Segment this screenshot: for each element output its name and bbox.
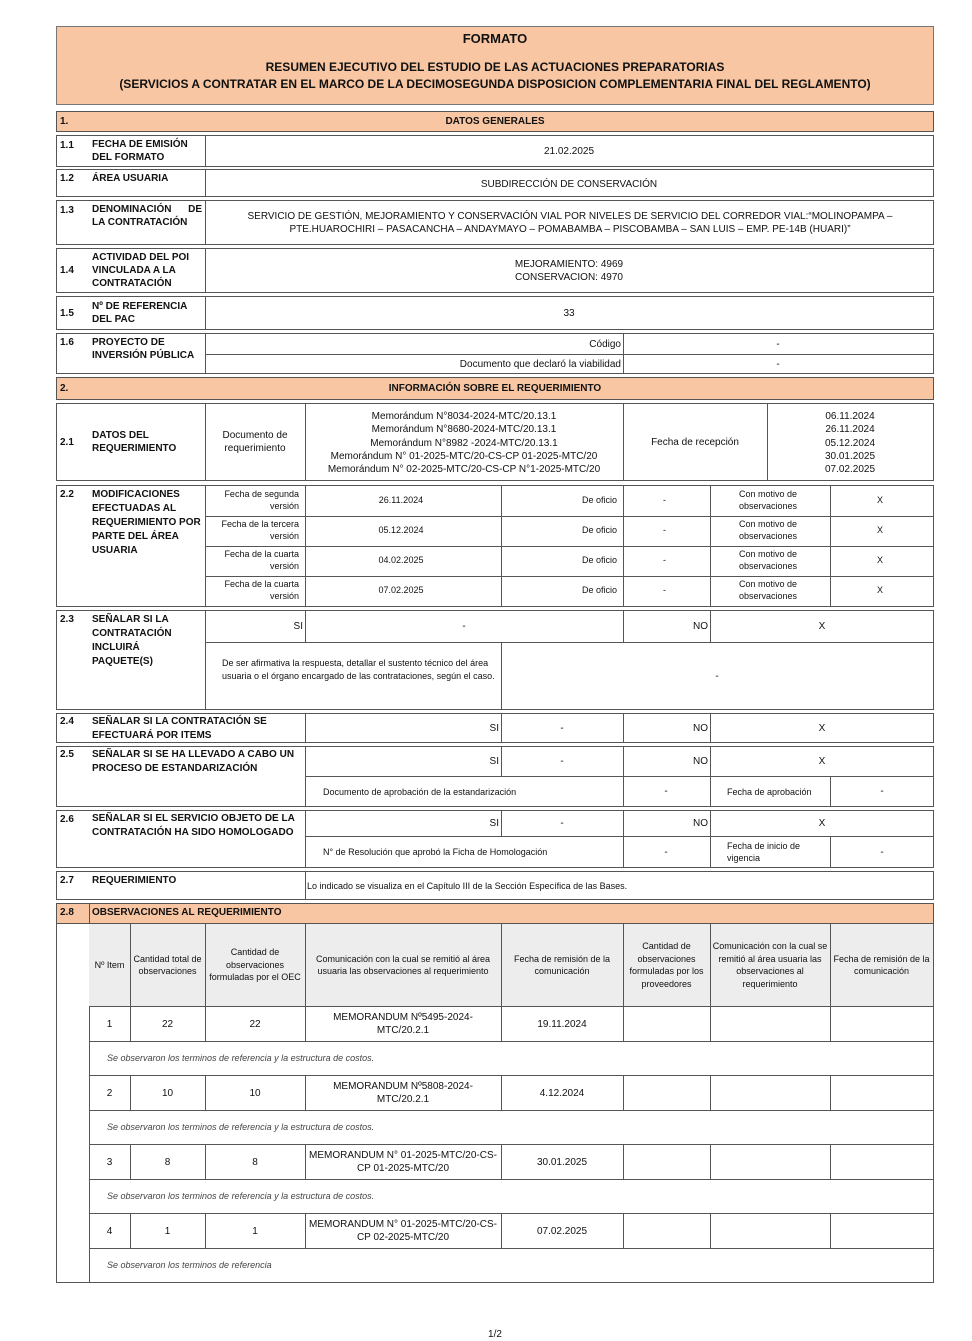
row-number: 2.2 xyxy=(60,489,74,500)
validity-start-label: Fecha de inicio de vigencia xyxy=(727,841,801,863)
no-value: X xyxy=(818,621,826,632)
codigo-label: Código xyxy=(589,338,621,350)
row-1-2 xyxy=(56,169,934,197)
cell-com: MEMORANDUM Nº5495-2024-MTC/20.2.1 xyxy=(333,1012,473,1036)
version-date: 26.11.2024 xyxy=(378,494,424,505)
column-header: Comunicación con la cual se remitió al área usuaria las observaciones al requerimiento xyxy=(712,941,828,989)
row-2-1 xyxy=(56,403,934,481)
section-2-header xyxy=(56,377,934,400)
row-number: 2.7 xyxy=(60,875,74,886)
row-1-6 xyxy=(56,333,934,374)
si-label: SI xyxy=(489,722,499,734)
row-number: 1.1 xyxy=(60,140,74,151)
cell-com: MEMORANDUM Nº5808-2024-MTC/20.2.1 xyxy=(333,1081,473,1105)
requirement-doc: Memorándum N° 01-2025-MTC/20-CS-CP 01-2025-MTC/20 xyxy=(330,450,598,462)
row-1-4 xyxy=(56,248,934,293)
no-value: X xyxy=(818,756,826,767)
de-oficio-value: - xyxy=(663,554,666,565)
validity-start-value: - xyxy=(880,846,884,858)
emission-date: 21.02.2025 xyxy=(543,145,595,157)
cell-item: 3 xyxy=(106,1156,113,1168)
reception-date: 07.02.2025 xyxy=(824,464,876,476)
si-value: - xyxy=(560,756,564,767)
codigo-value: - xyxy=(776,338,780,350)
observaciones-label: Con motivo de observaciones xyxy=(738,549,798,571)
row-label: ACTIVIDAD DEL POI VINCULADA A LA CONTRATACIÓN xyxy=(92,252,190,289)
version-label: Fecha de la tercera versión xyxy=(221,519,299,541)
poi-conservacion: CONSERVACION: 4970 xyxy=(514,272,623,283)
row-label: REQUERIMIENTO xyxy=(92,875,177,886)
row-2-5 xyxy=(56,746,934,807)
cell-oec: 22 xyxy=(249,1018,261,1030)
row-number: 1.3 xyxy=(60,205,74,216)
row-number: 2.8 xyxy=(60,907,74,918)
version-date: 05.12.2024 xyxy=(378,524,424,535)
row-2-6 xyxy=(56,810,934,868)
row-2-7 xyxy=(56,871,934,900)
si-value: - xyxy=(462,621,466,632)
format-title: RESUMEN EJECUTIVO DEL ESTUDIO DE LAS ACTUACIONES PREPARATORIAS xyxy=(265,59,725,74)
column-header: Cantidad de observaciones formuladas por los proveedores xyxy=(629,941,704,989)
section-2-title: INFORMACIÓN SOBRE EL REQUERIMIENTO xyxy=(388,383,602,394)
requirement-doc: Memorándum N°8034-2024-MTC/20.13.1 xyxy=(371,411,557,422)
de-oficio-label: De oficio xyxy=(581,494,617,505)
observaciones-label: Con motivo de observaciones xyxy=(738,519,798,541)
column-header: Cantidad total de observaciones xyxy=(133,953,202,976)
version-label: Fecha de la cuarta versión xyxy=(224,579,299,601)
version-date: 07.02.2025 xyxy=(378,584,424,595)
row-2-3 xyxy=(56,610,934,710)
row-note: Se observaron los terminos de referencia y la estructura de costos. xyxy=(107,1053,375,1063)
requirement-doc: Memorándum N° 02-2025-MTC/20-CS-CP N°1-2025-MTC/20 xyxy=(327,464,601,476)
si-value: - xyxy=(560,722,564,734)
cell-oec: 1 xyxy=(252,1225,258,1237)
no-value: X xyxy=(818,818,826,829)
row-note: Se observaron los terminos de referencia y la estructura de costos. xyxy=(107,1191,375,1201)
si-value: - xyxy=(560,818,564,829)
de-oficio-value: - xyxy=(663,494,666,505)
requirement-doc: Memorándum N°8982 -2024-MTC/20.13.1 xyxy=(370,437,558,449)
observaciones-value: X xyxy=(876,524,883,535)
row-number: 2.4 xyxy=(60,716,74,727)
no-label: NO xyxy=(693,818,708,829)
contract-name: SERVICIO DE GESTIÓN, MEJORAMIENTO Y CONSERVACIÓN VIAL POR NIVELES DE SERVICIO DEL CORREDOR VIAL:“MOLINOPAMPA – PTE.HUAROCHIRI – PASACANCHA – ANDAYMAYO – POMABAMBA – PISCOBAMBA – SAN LUIS – EMP. PE-14B (HUARI)” xyxy=(247,210,893,235)
row-label: ÁREA USUARIA xyxy=(92,173,169,184)
de-oficio-label: De oficio xyxy=(581,524,617,535)
format-label: FORMATO xyxy=(462,30,528,46)
approval-date-label: Fecha de aprobación xyxy=(727,786,812,797)
row-1-5 xyxy=(56,296,934,330)
version-date: 04.02.2025 xyxy=(378,554,424,565)
standardization-doc-value: - xyxy=(664,786,668,797)
cell-com: MEMORANDUM N° 01-2025-MTC/20-CS-CP 01-2025-MTC/20 xyxy=(309,1150,497,1174)
cell-fecha: 4.12.2024 xyxy=(539,1087,585,1099)
observaciones-value: X xyxy=(876,494,883,505)
requirement-value: Lo indicado se visualiza en el Capítulo III de la Sección Específica de las Bases. xyxy=(307,880,628,891)
row-label: OBSERVACIONES AL REQUERIMIENTO xyxy=(92,907,282,918)
de-oficio-value: - xyxy=(663,584,666,595)
cell-oec: 8 xyxy=(252,1156,258,1168)
observaciones-value: X xyxy=(876,554,883,565)
requirement-doc: Memorándum N°8680-2024-MTC/20.13.1 xyxy=(371,424,557,436)
section-1-number: 1. xyxy=(60,116,69,127)
homologation-resolution-label: N° de Resolución que aprobó la Ficha de Homologación xyxy=(323,847,548,857)
no-value: X xyxy=(818,722,826,734)
row-number: 1.6 xyxy=(60,337,74,348)
si-label: SI xyxy=(489,756,499,767)
doc-requerimiento-label: Documento de requerimiento xyxy=(222,430,288,454)
column-header: Comunicación con la cual se remitió al área usuaria las observaciones al requerimiento xyxy=(315,953,491,976)
section-2-number: 2. xyxy=(60,383,69,394)
reception-date: 26.11.2024 xyxy=(825,424,875,436)
de-oficio-label: De oficio xyxy=(581,584,617,595)
reception-date: 06.11.2024 xyxy=(825,411,875,422)
row-label: PROYECTO DE INVERSIÓN PÚBLICA xyxy=(92,337,195,361)
reception-date: 05.12.2024 xyxy=(824,437,876,449)
row-number: 2.6 xyxy=(60,814,74,825)
column-header: Nº Item xyxy=(94,959,125,970)
row-number: 2.1 xyxy=(60,436,74,448)
cell-item: 4 xyxy=(106,1225,113,1237)
cell-item: 2 xyxy=(106,1087,113,1099)
cell-com: MEMORANDUM N° 01-2025-MTC/20-CS-CP 02-2025-MTC/20 xyxy=(309,1219,497,1243)
approval-date-value: - xyxy=(880,786,884,797)
no-label: NO xyxy=(693,621,708,632)
column-header: Fecha de remisión de la comunicación xyxy=(833,953,930,976)
version-label: Fecha de la cuarta versión xyxy=(224,549,299,571)
de-oficio-label: De oficio xyxy=(581,554,617,565)
row-label: SEÑALAR SI LA CONTRATACIÓN INCLUIRÁ PAQUETE(S) xyxy=(92,614,172,667)
format-header xyxy=(56,26,934,105)
package-note: De ser afirmativa la respuesta, detallar el sustento técnico del área usuaria o el órgano encargado de las contrataciones, según el caso. xyxy=(222,658,495,681)
row-label: SEÑALAR SI EL SERVICIO OBJETO DE LA CONTRATACIÓN HA SIDO HOMOLOGADO xyxy=(92,813,295,838)
cell-total: 22 xyxy=(161,1018,174,1030)
section-1-header xyxy=(56,111,934,132)
row-1-1 xyxy=(56,135,934,167)
cell-fecha: 30.01.2025 xyxy=(536,1156,588,1168)
row-label: SEÑALAR SI LA CONTRATACIÓN SE EFECTUARÁ POR ITEMS xyxy=(92,716,267,741)
row-label: SEÑALAR SI SE HA LLEVADO A CABO UN PROCESO DE ESTANDARIZACIÓN xyxy=(92,749,295,774)
row-note: Se observaron los terminos de referencia y la estructura de costos. xyxy=(107,1122,375,1132)
viability-doc-value: - xyxy=(776,358,780,370)
homologation-resolution-value: - xyxy=(664,846,668,858)
observaciones-label: Con motivo de observaciones xyxy=(738,579,798,601)
reception-date: 30.01.2025 xyxy=(824,450,876,462)
cell-fecha: 19.11.2024 xyxy=(537,1018,587,1030)
pac-reference: 33 xyxy=(563,307,575,319)
row-number: 2.3 xyxy=(60,614,74,625)
package-note-value: - xyxy=(715,670,719,682)
si-label: SI xyxy=(489,818,499,829)
row-number: 1.2 xyxy=(60,173,74,184)
requirement-docs xyxy=(307,410,621,476)
row-label: Nº DE REFERENCIA DEL PAC xyxy=(92,301,187,325)
row-label: FECHA DE EMISIÓN DEL FORMATO xyxy=(92,139,188,163)
column-header: Fecha de remisión de la comunicación xyxy=(513,953,611,976)
row-number: 1.4 xyxy=(60,265,74,276)
row-1-3 xyxy=(56,200,934,245)
no-label: NO xyxy=(693,756,708,767)
standardization-doc-label: Documento de aprobación de la estandarización xyxy=(323,786,517,797)
cell-total: 10 xyxy=(161,1087,174,1099)
row-number: 1.5 xyxy=(60,307,74,319)
observaciones-label: Con motivo de observaciones xyxy=(738,489,798,511)
si-label: SI xyxy=(293,621,303,632)
section-1-title: DATOS GENERALES xyxy=(445,116,545,127)
cell-item: 1 xyxy=(106,1018,113,1030)
fecha-recepcion-label: Fecha de recepción xyxy=(651,436,739,448)
row-2-4 xyxy=(56,713,934,743)
cell-total: 1 xyxy=(164,1225,171,1237)
version-label: Fecha de segunda versión xyxy=(224,489,299,511)
row-number: 2.5 xyxy=(60,749,74,760)
cell-oec: 10 xyxy=(249,1087,261,1099)
cell-total: 8 xyxy=(164,1156,171,1168)
viability-doc-label: Documento que declaró la viabilidad xyxy=(459,358,621,370)
row-note: Se observaron los terminos de referencia xyxy=(107,1260,272,1270)
format-subtitle: (SERVICIOS A CONTRATAR EN EL MARCO DE LA DECIMOSEGUNDA DISPOSICION COMPLEMENTARIA FINAL DEL REGLAMENTO) xyxy=(119,76,871,91)
cell-fecha: 07.02.2025 xyxy=(536,1225,588,1237)
row-label: DATOS DEL REQUERIMIENTO xyxy=(92,430,177,454)
column-header: Cantidad de observaciones formuladas por el OEC xyxy=(209,947,301,983)
page-number: 1/2 xyxy=(488,1328,502,1340)
user-area: SUBDIRECCIÓN DE CONSERVACIÓN xyxy=(480,178,658,190)
row-label: MODIFICACIONES EFECTUADAS AL REQUERIMIENTO POR PARTE DEL ÁREA USUARIA xyxy=(92,489,201,556)
poi-mejoramiento: MEJORAMIENTO: 4969 xyxy=(514,259,624,270)
no-label: NO xyxy=(693,722,708,734)
de-oficio-value: - xyxy=(663,524,666,535)
observaciones-value: X xyxy=(876,584,883,595)
reception-dates xyxy=(768,410,932,476)
row-label: DENOMINACIÓN DE LA CONTRATACIÓN xyxy=(92,204,202,228)
